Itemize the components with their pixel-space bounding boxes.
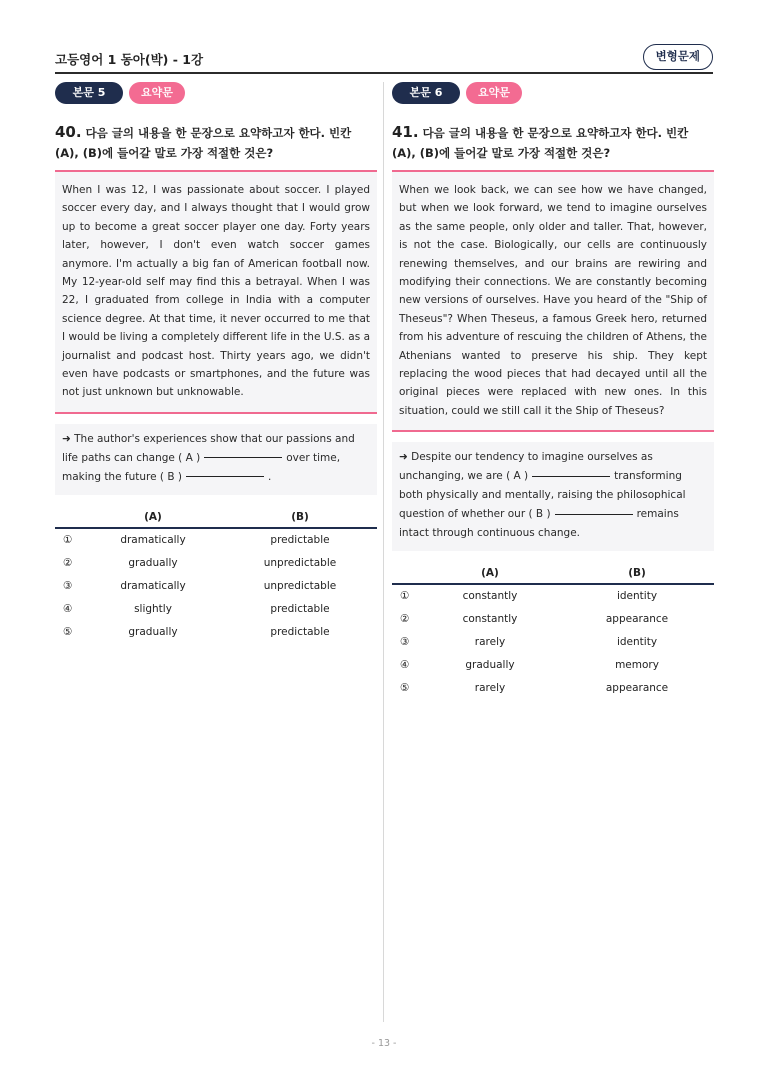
option-5[interactable]: ⑤ gradually predictable — [63, 625, 330, 638]
blank-b — [555, 514, 633, 515]
section-tag: 본문 6 — [392, 82, 460, 104]
summary-text-2: transforming both physically and mentally, raising the philosophical question of whether our ( B ) — [399, 470, 686, 521]
options-header — [55, 505, 377, 529]
blank-b — [186, 476, 264, 477]
blank-a — [532, 476, 610, 477]
option-3[interactable]: ③ dramatically unpredictable — [63, 579, 337, 592]
blank-a — [204, 457, 282, 458]
question-text: 다음 글의 내용을 한 문장으로 요약하고자 한다. 빈칸 (A), (B)에 들어갈 말로 가장 적절한 것은? — [55, 126, 352, 160]
column-b-header: (B) — [628, 567, 646, 580]
column-b-header: (B) — [291, 510, 309, 523]
summary-text-1: ➜ The author's experiences show that our passions and life paths can change ( A ) — [62, 432, 355, 464]
question-prompt — [392, 122, 714, 172]
options-header — [392, 561, 714, 585]
question-text: 다음 글의 내용을 한 문장으로 요약하고자 한다. 빈칸 (A), (B)에 들어갈 말로 가장 적절한 것은? — [392, 126, 689, 160]
option-1[interactable]: ① constantly identity — [400, 590, 658, 603]
type-tag: 요약문 — [129, 82, 185, 104]
answer-options — [55, 505, 377, 644]
header-badge: 변형문제 — [643, 44, 713, 70]
summary-box — [55, 424, 377, 495]
page-title: 고등영어 1 동아(박) - 1강 — [55, 52, 204, 67]
question-prompt — [55, 122, 377, 172]
question-number: 40. — [55, 123, 82, 141]
option-3[interactable]: ③ rarely identity — [400, 636, 658, 649]
type-tag: 요약문 — [466, 82, 522, 104]
passage: When we look back, we can see how we have changed, but when we look forward, we tend to imagine ourselves as the same people, only older and taller. That, however, is not the case. Biologically, our cells are continuously renewing themselves, and our brains are rewiring and modifying their connections. We are constantly becoming new versions of ourselves. Have you heard of the "Ship of Theseus"? When Theseus, a famous Greek hero, returned from his adventure of rescuing the children of Athens, the Athenians wanted to preserve his ship. They kept replacing the wood pieces that had decayed until all the original pieces were replaced with new ones. In this situation, could we still call it the Ship of Theseus? — [392, 172, 714, 432]
column-a-header: (A) — [481, 567, 499, 580]
tag-group — [392, 82, 714, 106]
question-40-column — [55, 82, 377, 644]
summary-box — [392, 442, 714, 551]
option-2[interactable]: ② gradually unpredictable — [63, 556, 337, 569]
option-5[interactable]: ⑤ rarely appearance — [400, 682, 669, 695]
option-4[interactable]: ④ gradually memory — [400, 659, 659, 672]
summary-text-1: ➜ Despite our tendency to imagine ourselves as unchanging, we are ( A ) — [399, 451, 653, 483]
section-tag: 본문 5 — [55, 82, 123, 104]
question-number: 41. — [392, 123, 419, 141]
column-a-header: (A) — [144, 510, 162, 523]
page-header — [55, 44, 713, 74]
summary-text-2: over time, making the future ( B ) — [62, 451, 341, 483]
page-number: - 13 - — [371, 1038, 397, 1049]
option-2[interactable]: ② constantly appearance — [400, 613, 669, 626]
column-divider — [383, 82, 384, 1022]
question-41-column — [392, 82, 714, 700]
option-1[interactable]: ① dramatically predictable — [63, 533, 330, 546]
answer-options — [392, 561, 714, 700]
summary-text-3: . — [267, 470, 272, 483]
option-4[interactable]: ④ slightly predictable — [63, 602, 330, 615]
passage: When I was 12, I was passionate about soccer. I played soccer every day, and I always thought that I would grow up to become a great soccer player one day. Forty years later, however, I don't even watch soccer games anymore. I'm actually a big fan of American football now. My 12-year-old self may find this a betrayal. When I was 22, I graduated from college in India with a computer science degree. At that time, it never occurred to me that I would be living a completely different life in the U.S. as a journalist and podcast host. Thirty years ago, we didn't even have podcasts or smartphones, and the future was not just unknown but unknowable. — [55, 172, 377, 414]
summary-text-3: remains intact through continuous change. — [399, 508, 679, 540]
tag-group — [55, 82, 377, 106]
